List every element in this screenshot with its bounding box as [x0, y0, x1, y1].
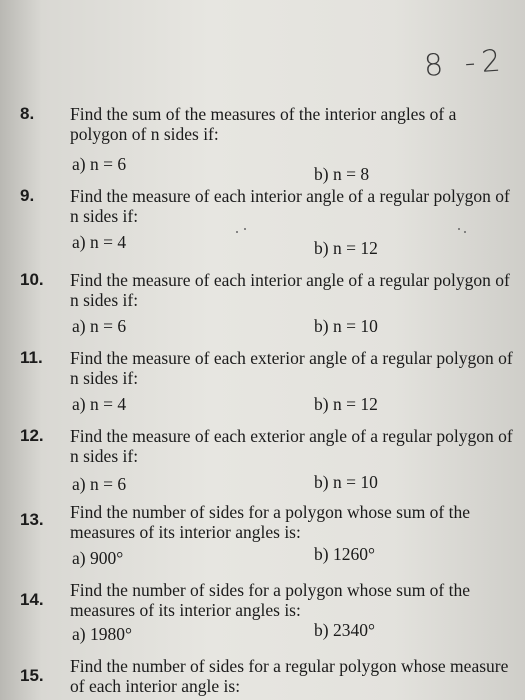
part-a: a) n = 6 — [72, 316, 127, 336]
part-b: b) 2340° — [314, 620, 375, 640]
part-a: a) 900° — [72, 548, 124, 568]
problem-number: 12. — [20, 426, 44, 445]
problem-number: 11. — [20, 348, 43, 367]
problem-number: 9. — [20, 186, 35, 205]
handwritten-page-note: 8 -2 — [422, 43, 508, 84]
problem-text: Find the measure of each interior angle of a regular polygon of n sides if: — [70, 270, 510, 310]
problem-number: 14. — [20, 590, 44, 609]
paper-speck — [236, 231, 238, 233]
part-b: b) n = 10 — [314, 472, 378, 492]
part-b: b) n = 8 — [314, 164, 370, 184]
problem-text: Find the number of sides for a polygon whose sum of the measures of its interior angles is: — [70, 580, 471, 620]
part-b: b) n = 10 — [314, 316, 378, 336]
part-a: a) n = 6 — [72, 154, 127, 174]
part-a: a) n = 4 — [72, 232, 127, 252]
problem-text: Find the measure of each interior angle of a regular polygon of n sides if: — [70, 186, 510, 226]
problem-number: 10. — [20, 270, 44, 289]
problem-number: 13. — [20, 510, 44, 529]
part-b: b) n = 12 — [314, 394, 378, 414]
problem-text: Find the measure of each exterior angle of a regular polygon of n sides if: — [70, 348, 513, 388]
problem-text: Find the measure of each exterior angle of a regular polygon of n sides if: — [70, 426, 513, 466]
paper-speck — [458, 228, 460, 230]
part-a: a) n = 6 — [72, 474, 127, 494]
part-a: a) 1980° — [72, 624, 132, 644]
problem-text: Find the sum of the measures of the interior angles of a polygon of n sides if: — [70, 104, 457, 144]
problem-text: Find the number of sides for a polygon whose sum of the measures of its interior angles is: — [70, 502, 471, 542]
problem-number: 8. — [20, 104, 35, 123]
paper-speck — [464, 231, 466, 233]
part-b: b) 1260° — [314, 544, 375, 564]
problem-text: Find the number of sides for a regular polygon whose measure of each interior angle is: — [70, 656, 509, 696]
part-a: a) n = 4 — [72, 394, 127, 414]
paper-speck — [244, 228, 246, 230]
problem-number: 15. — [20, 666, 44, 685]
part-b: b) n = 12 — [314, 238, 378, 258]
